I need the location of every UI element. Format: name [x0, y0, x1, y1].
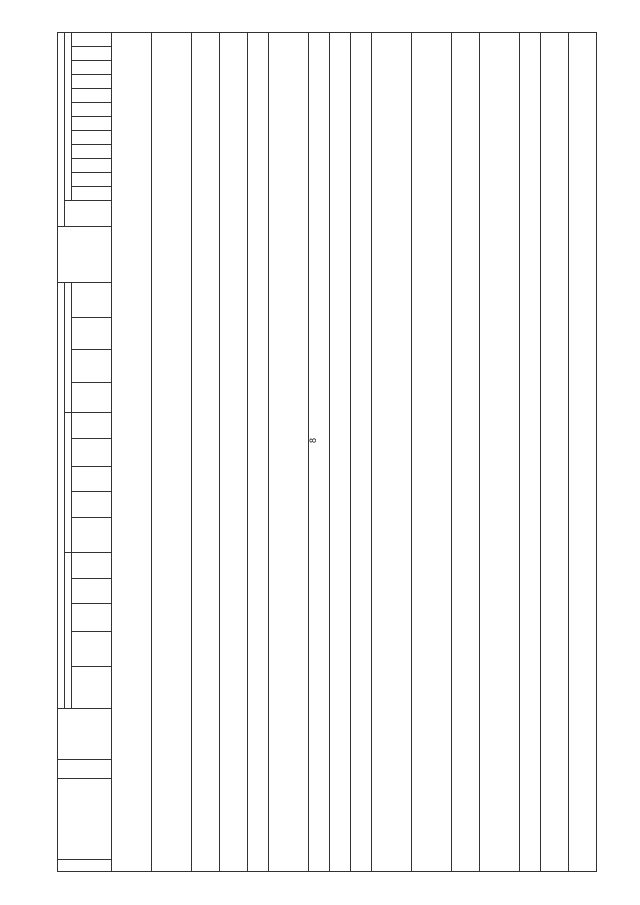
- header-cell: [72, 382, 112, 412]
- header-cell: [72, 173, 112, 187]
- budget-table: [57, 32, 597, 872]
- table-cell: [479, 33, 519, 872]
- table-row: [219, 33, 247, 872]
- header-cell: [72, 438, 112, 466]
- header-cell: [72, 604, 112, 632]
- header-cell: [65, 201, 112, 227]
- table-row: [268, 33, 308, 872]
- table-cell: [519, 33, 540, 872]
- table-cell: [247, 33, 268, 872]
- header-cell: [58, 760, 112, 779]
- table-cell: [308, 33, 329, 872]
- table-row: [372, 33, 412, 872]
- table-row: [247, 33, 268, 872]
- header-cell: [58, 226, 112, 282]
- header-cell: [65, 413, 72, 553]
- header-cell: [58, 33, 65, 227]
- header-cell: [72, 131, 112, 145]
- header-cell: [58, 778, 112, 860]
- header-cell: [58, 282, 65, 708]
- table-frame: [57, 32, 597, 872]
- table-row: [329, 33, 350, 872]
- header-cell: [72, 317, 112, 350]
- table-row: [411, 33, 451, 872]
- header-cell: [72, 33, 112, 47]
- header-cell: [72, 518, 112, 553]
- header-cell: [58, 708, 112, 759]
- table-cell: [372, 33, 412, 872]
- table-cell: [191, 33, 219, 872]
- page-number: 8: [308, 437, 319, 444]
- header-cell: [58, 860, 112, 872]
- table-cell: [219, 33, 247, 872]
- header-cell: [72, 466, 112, 492]
- table-row: [568, 33, 596, 872]
- table-cell: [451, 33, 479, 872]
- table-cell: [411, 33, 451, 872]
- header-cell: [72, 282, 112, 317]
- header-cell: [72, 89, 112, 103]
- table-cell: [540, 33, 568, 872]
- header-cell: [72, 103, 112, 117]
- table-row: [151, 33, 191, 872]
- header-cell: [72, 632, 112, 667]
- header-cell: [72, 47, 112, 61]
- table-row: [519, 33, 540, 872]
- header-cell: [72, 159, 112, 173]
- table-row: [191, 33, 219, 872]
- table-row: [112, 33, 152, 872]
- header-cell: [72, 578, 112, 604]
- header-cell: [72, 75, 112, 89]
- header-cell: [72, 667, 112, 709]
- header-cell: [72, 552, 112, 578]
- header-cell: [65, 552, 72, 708]
- header-cell: [72, 187, 112, 201]
- header-cell: [72, 492, 112, 518]
- table-cell: [268, 33, 308, 872]
- header-cell: [65, 282, 72, 413]
- table-row: [350, 33, 371, 872]
- table-row: [479, 33, 519, 872]
- table-cell: [350, 33, 371, 872]
- header-cell: [72, 350, 112, 383]
- table-row: [540, 33, 568, 872]
- table-cell: [151, 33, 191, 872]
- header-cell: [65, 33, 72, 201]
- table-row: [308, 33, 329, 872]
- header-cell: [72, 117, 112, 131]
- table-body: [112, 33, 597, 872]
- table-cell: [568, 33, 596, 872]
- header-cell: [72, 61, 112, 75]
- table-cell: [329, 33, 350, 872]
- header-cell: [72, 145, 112, 159]
- header-cell: [72, 413, 112, 439]
- table-row: [451, 33, 479, 872]
- table-cell: [112, 33, 152, 872]
